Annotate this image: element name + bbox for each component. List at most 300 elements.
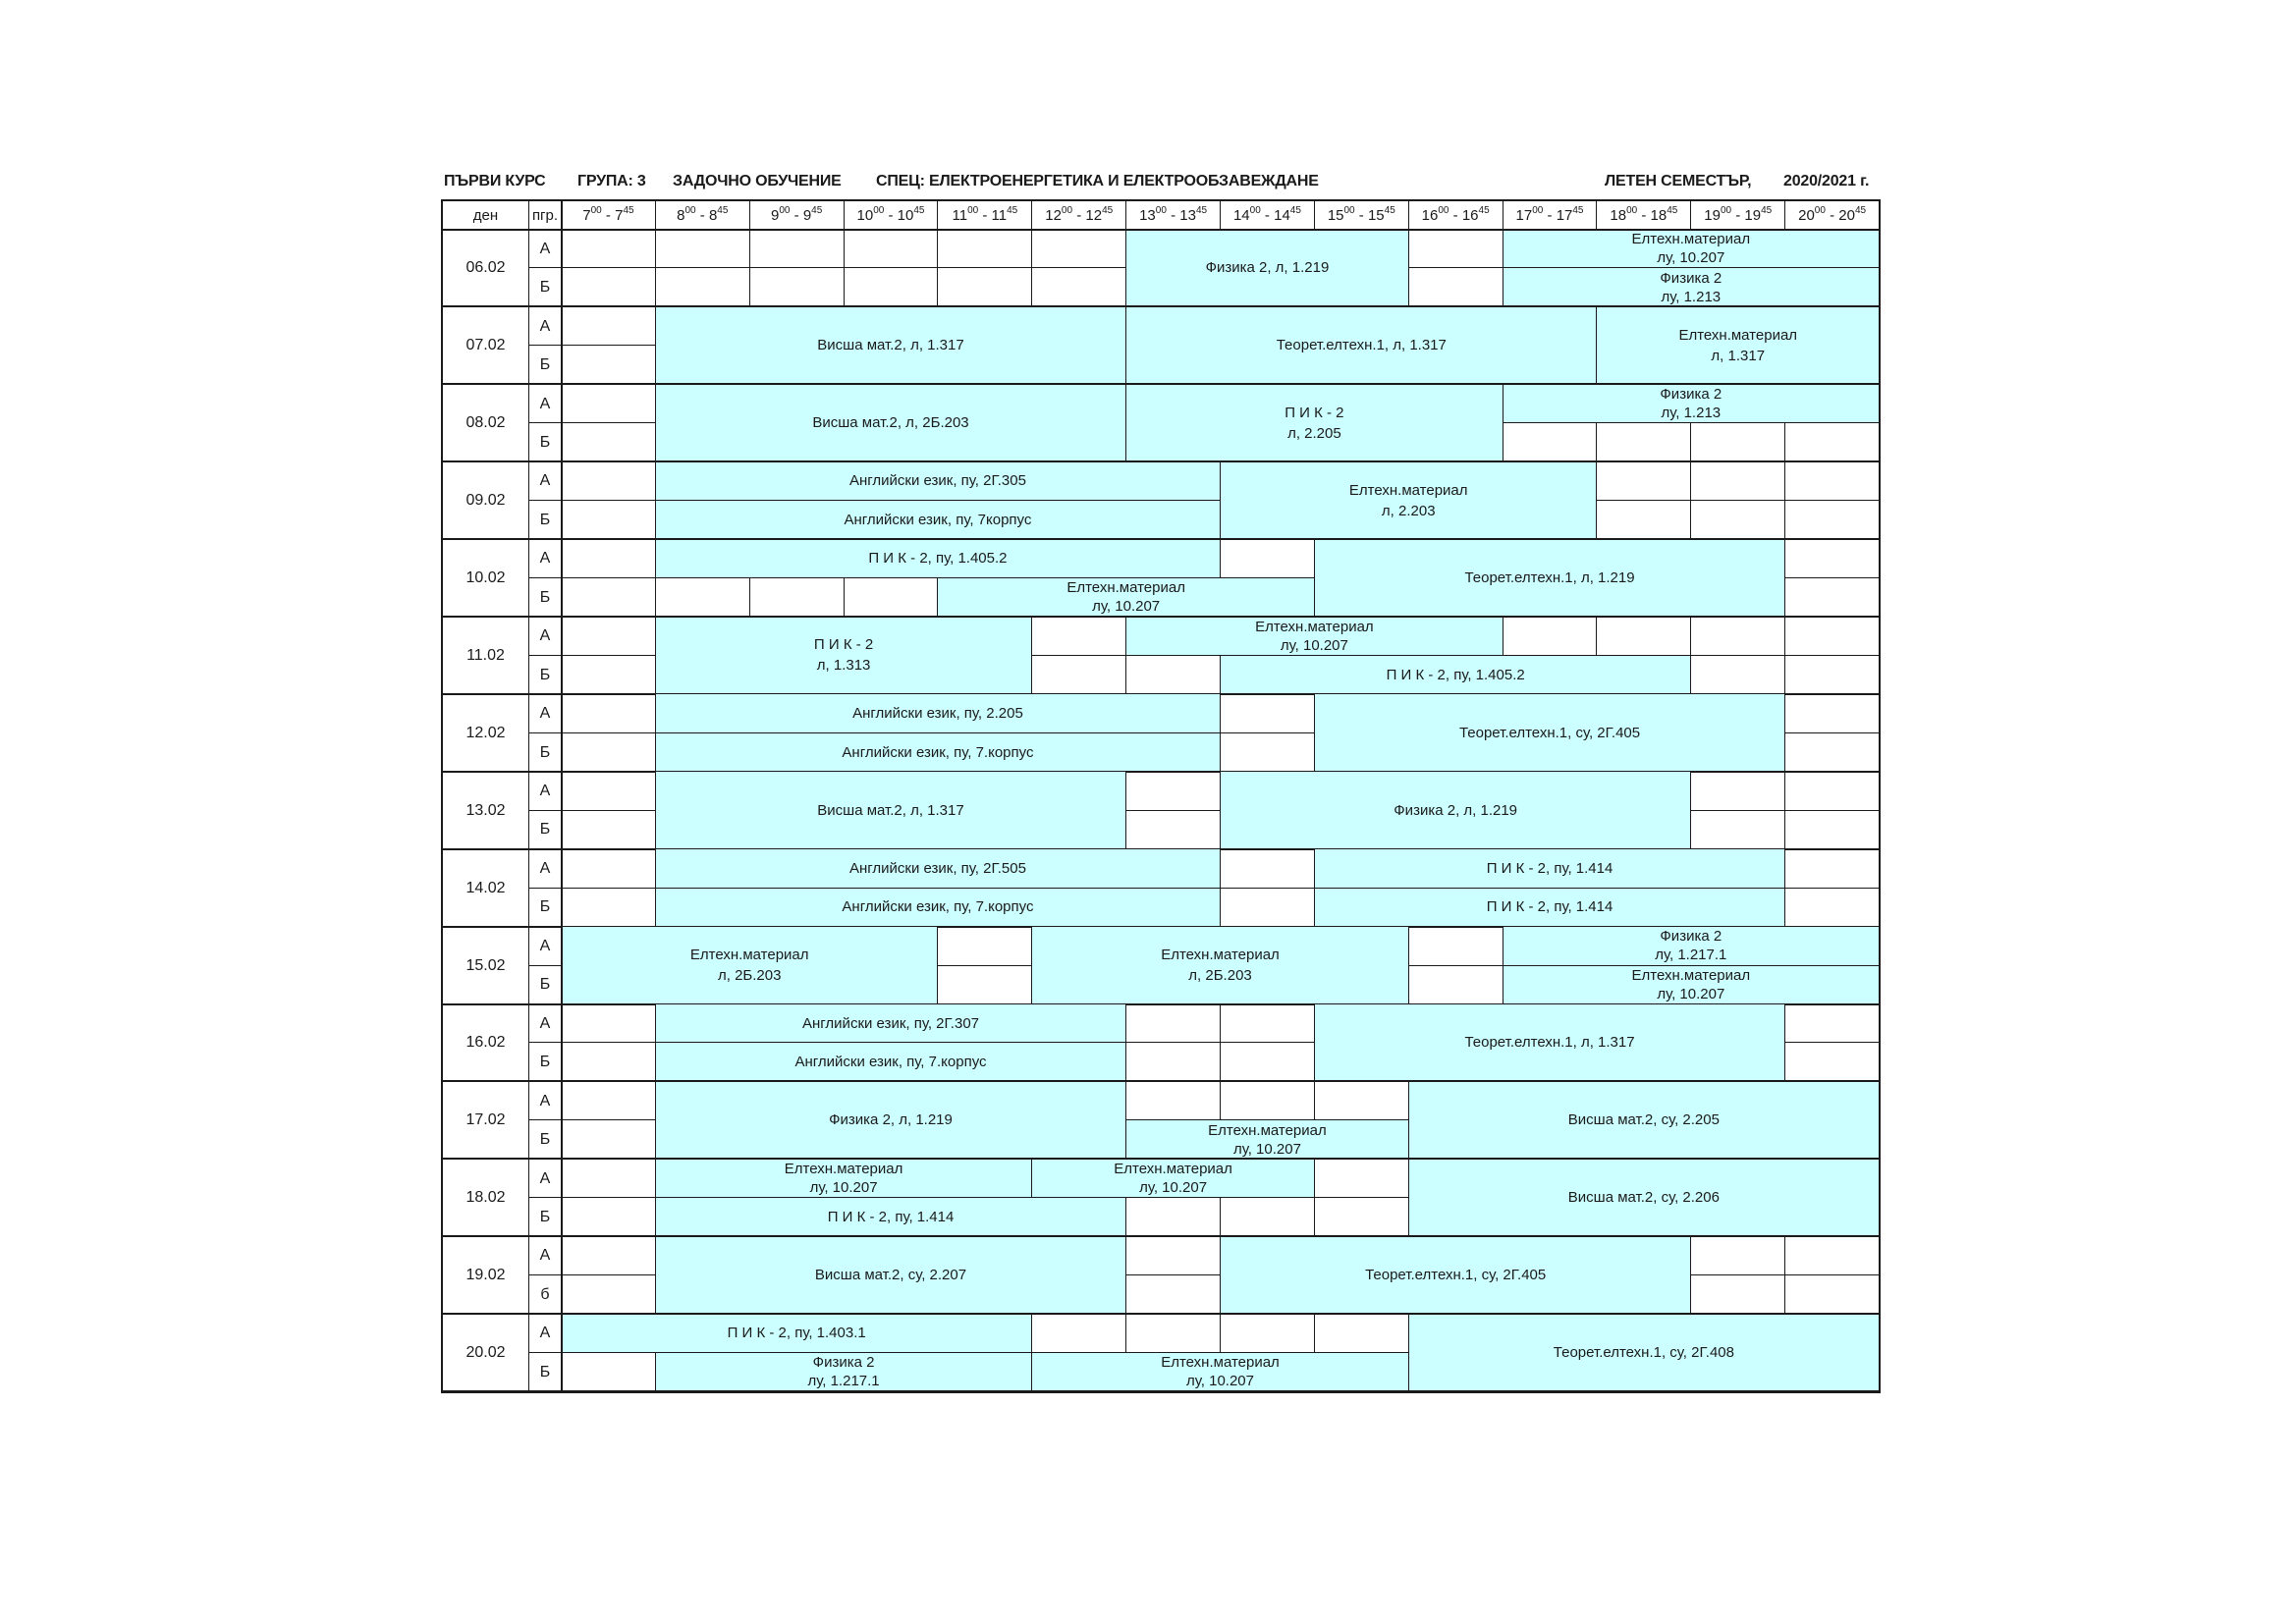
empty-slot <box>1031 655 1126 694</box>
empty-slot <box>561 1081 656 1120</box>
subgroup-label: Б <box>539 666 551 683</box>
session-text: Теорет.елтехн.1, су, 2Г.405 <box>1365 1267 1547 1284</box>
session-text: Елтехн.материал <box>1161 1354 1280 1372</box>
subgroup-label: А <box>539 937 551 954</box>
empty-slot <box>1690 1274 1785 1314</box>
session-text: лу, 10.207 <box>1092 598 1161 616</box>
subgroup-cell <box>528 810 562 849</box>
session-text: Висша мат.2, л, 1.317 <box>817 337 964 354</box>
session-block <box>1314 848 1785 888</box>
subgroup-cell <box>528 926 562 965</box>
empty-slot <box>561 693 656 732</box>
subgroup-cell <box>528 267 562 306</box>
session-text: П И К - 2, пу, 1.414 <box>1486 898 1613 916</box>
empty-slot <box>1784 693 1880 732</box>
empty-slot <box>1784 539 1880 578</box>
session-text: лу, 10.207 <box>1657 249 1725 267</box>
subgroup-label: А <box>539 1169 551 1187</box>
session-text: Елтехн.материал <box>1161 947 1280 964</box>
empty-slot <box>655 229 750 268</box>
time-slot-header <box>1503 200 1598 230</box>
empty-slot <box>655 577 750 617</box>
session-text: Английски език, пу, 7.корпус <box>794 1054 987 1071</box>
empty-slot <box>1220 1003 1315 1043</box>
time-slot-header <box>1125 200 1221 230</box>
subgroup-cell <box>528 617 562 656</box>
subgroup-label: А <box>539 1014 551 1032</box>
time-slot-label: $13^{00} - 13^{45}$ <box>1139 204 1208 224</box>
session-text: лу, 10.207 <box>809 1179 878 1197</box>
time-m2: 45 <box>1289 204 1301 216</box>
session-text: Физика 2, л, 1.219 <box>1205 259 1330 277</box>
empty-slot <box>1125 810 1221 849</box>
empty-slot <box>1314 1081 1409 1120</box>
empty-slot <box>1596 461 1691 501</box>
session-text: лу, 10.207 <box>1280 636 1348 654</box>
time-slot-label: $14^{00} - 14^{45}$ <box>1232 204 1301 224</box>
session-text: Елтехн.материал <box>1631 231 1751 248</box>
session-text: Висша мат.2, су, 2.206 <box>1567 1189 1720 1207</box>
time-slot-label: $7^{00} - 7^{45}$ <box>582 204 634 224</box>
session-block <box>655 1197 1126 1236</box>
session-block <box>1220 655 1691 694</box>
time-h1: 18 <box>1610 206 1627 224</box>
session-text: Английски език, пу, 2.205 <box>852 705 1023 723</box>
session-block <box>937 577 1314 617</box>
empty-slot <box>1408 267 1503 306</box>
subgroup-label: А <box>539 240 551 257</box>
session-block <box>1125 306 1597 385</box>
day-date: 17.02 <box>465 1111 506 1129</box>
empty-slot <box>1220 848 1315 888</box>
time-h1: 10 <box>856 206 874 224</box>
subgroup-label: Б <box>539 1363 551 1380</box>
session-text: Елтехн.материал <box>1114 1161 1232 1178</box>
time-m1: 00 <box>779 204 791 216</box>
subgroup-cell <box>528 1119 562 1159</box>
time-h2: 10 <box>897 206 914 224</box>
empty-slot <box>561 422 656 461</box>
session-block <box>1503 384 1880 423</box>
session-block <box>655 384 1126 462</box>
semester-label: ЛЕТЕН СЕМЕСТЪР, <box>1605 173 1752 189</box>
empty-slot <box>561 461 656 501</box>
session-text: Елтехн.материал <box>1348 481 1468 499</box>
session-text: Елтехн.материал <box>1066 579 1185 597</box>
time-h1: 13 <box>1139 206 1156 224</box>
session-text: Английски език, пу, 7корпус <box>844 511 1032 528</box>
empty-slot <box>844 577 939 617</box>
empty-slot <box>1784 810 1880 849</box>
empty-slot <box>1031 267 1126 306</box>
empty-slot <box>844 229 939 268</box>
empty-slot <box>1408 229 1503 268</box>
session-block <box>1314 693 1785 772</box>
time-h1: 16 <box>1421 206 1439 224</box>
time-slot-label: $18^{00} - 18^{45}$ <box>1610 204 1678 224</box>
session-text: Висша мат.2, су, 2.207 <box>814 1267 967 1284</box>
empty-slot <box>937 267 1032 306</box>
time-m1: 00 <box>1155 204 1167 216</box>
subgroup-label: А <box>539 627 551 645</box>
empty-slot <box>561 1274 656 1314</box>
subgroup-label: А <box>539 1247 551 1265</box>
empty-slot <box>561 810 656 849</box>
specialty-label: СПЕЦ: ЕЛЕКТРОЕНЕРГЕТИКА И ЕЛЕКТРООБЗАВЕЖДАНЕ <box>876 173 1319 189</box>
day-date: 06.02 <box>465 259 506 277</box>
time-h1: 7 <box>582 206 591 224</box>
time-slot-header <box>655 200 750 230</box>
time-m1: 00 <box>684 204 696 216</box>
session-text: Теорет.елтехн.1, л, 1.317 <box>1276 337 1447 354</box>
session-text: Теорет.елтехн.1, су, 2Г.408 <box>1553 1344 1734 1362</box>
empty-slot <box>1596 500 1691 539</box>
day-date: 08.02 <box>465 414 506 432</box>
time-h2: 18 <box>1650 206 1667 224</box>
time-m1: 00 <box>1249 204 1261 216</box>
session-block <box>655 1081 1126 1160</box>
empty-slot <box>561 617 656 656</box>
session-text: Теорет.елтехн.1, л, 1.219 <box>1464 569 1635 587</box>
time-h2: 13 <box>1179 206 1196 224</box>
time-h2: 9 <box>802 206 812 224</box>
empty-slot <box>1690 422 1785 461</box>
column-header-day-label: ден <box>472 206 499 224</box>
empty-slot <box>561 267 656 306</box>
time-h1: 17 <box>1515 206 1533 224</box>
empty-slot <box>1596 422 1691 461</box>
day-date-cell <box>442 461 529 540</box>
day-date-cell <box>442 617 529 695</box>
subgroup-label: Б <box>539 279 551 297</box>
empty-slot <box>561 384 656 423</box>
time-slot-header <box>1596 200 1691 230</box>
session-block <box>655 848 1221 888</box>
empty-slot <box>561 732 656 772</box>
session-text: П И К - 2 <box>813 636 874 654</box>
empty-slot <box>1125 1274 1221 1314</box>
empty-slot <box>844 267 939 306</box>
session-block <box>1125 229 1409 307</box>
time-h1: 20 <box>1798 206 1815 224</box>
time-h2: 19 <box>1744 206 1762 224</box>
time-m2: 45 <box>1667 204 1678 216</box>
empty-slot <box>561 888 656 927</box>
day-date: 20.02 <box>465 1344 506 1362</box>
session-text: П И К - 2, пу, 1.405.2 <box>868 550 1008 568</box>
subgroup-cell <box>528 1197 562 1236</box>
subgroup-cell <box>528 888 562 927</box>
time-slot-label: $12^{00} - 12^{45}$ <box>1045 204 1114 224</box>
time-m2: 45 <box>1761 204 1773 216</box>
column-header-day <box>442 200 529 230</box>
time-m1: 00 <box>1438 204 1449 216</box>
time-h1: 14 <box>1232 206 1250 224</box>
time-m2: 45 <box>1384 204 1395 216</box>
subgroup-label: Б <box>539 976 551 994</box>
time-m1: 00 <box>1720 204 1732 216</box>
time-h1: 15 <box>1327 206 1344 224</box>
empty-slot <box>1690 655 1785 694</box>
session-block <box>655 1236 1126 1315</box>
session-text: Висша мат.2, л, 2Б.203 <box>812 414 969 432</box>
session-block <box>1031 1159 1315 1198</box>
time-slot-header <box>1314 200 1409 230</box>
session-text: лу, 10.207 <box>1232 1140 1301 1158</box>
session-block <box>655 888 1221 927</box>
day-date: 14.02 <box>465 879 506 896</box>
session-block <box>1408 1081 1880 1160</box>
subgroup-label: А <box>539 783 551 800</box>
session-text: Теорет.елтехн.1, л, 1.317 <box>1464 1034 1635 1052</box>
session-block <box>655 693 1221 732</box>
session-text: П И К - 2, пу, 1.414 <box>827 1208 955 1225</box>
day-date-cell <box>442 1159 529 1237</box>
session-text: Физика 2, л, 1.219 <box>829 1111 953 1129</box>
session-text: лу, 1.213 <box>1661 288 1722 305</box>
session-block <box>1125 617 1503 656</box>
session-text: Английски език, пу, 2Г.307 <box>802 1014 979 1032</box>
time-slot-header <box>844 200 939 230</box>
session-text: л, 2.205 <box>1287 424 1341 442</box>
session-text: Висша мат.2, су, 2.205 <box>1567 1111 1720 1129</box>
time-m2: 45 <box>1007 204 1018 216</box>
empty-slot <box>561 655 656 694</box>
empty-slot <box>1690 771 1785 810</box>
subgroup-label: Б <box>539 821 551 839</box>
empty-slot <box>1125 1003 1221 1043</box>
session-block <box>1503 965 1880 1004</box>
subgroup-cell <box>528 539 562 578</box>
empty-slot <box>561 229 656 268</box>
empty-slot <box>1220 1042 1315 1081</box>
empty-slot <box>1220 1197 1315 1236</box>
empty-slot <box>749 229 845 268</box>
time-h2: 20 <box>1838 206 1855 224</box>
time-m2: 45 <box>1195 204 1208 216</box>
session-text: лу, 1.217.1 <box>1655 947 1727 964</box>
session-block <box>1220 1236 1691 1315</box>
subgroup-label: Б <box>539 1208 551 1225</box>
empty-slot <box>1125 771 1221 810</box>
empty-slot <box>1125 1042 1221 1081</box>
session-block <box>1314 888 1785 927</box>
session-text: л, 1.317 <box>1711 347 1766 364</box>
subgroup-cell <box>528 655 562 694</box>
empty-slot <box>749 577 845 617</box>
academic-year-label: 2020/2021 г. <box>1783 173 1870 189</box>
session-block <box>561 926 938 1004</box>
empty-slot <box>655 267 750 306</box>
session-text: Физика 2 <box>1660 928 1722 946</box>
column-header-subgroup-label: пгр. <box>531 206 559 224</box>
time-h2: 15 <box>1367 206 1385 224</box>
course-label: ПЪРВИ КУРС <box>444 173 546 189</box>
empty-slot <box>1690 500 1785 539</box>
subgroup-cell <box>528 500 562 539</box>
day-date-cell <box>442 848 529 927</box>
time-h1: 9 <box>771 206 780 224</box>
time-m1: 00 <box>873 204 885 216</box>
session-block <box>561 1314 1032 1353</box>
time-m2: 45 <box>913 204 925 216</box>
session-text: л, 2.203 <box>1381 502 1436 519</box>
session-block <box>1031 1352 1408 1391</box>
empty-slot <box>1784 500 1880 539</box>
time-h2: 16 <box>1461 206 1479 224</box>
empty-slot <box>1125 655 1221 694</box>
time-m2: 45 <box>717 204 729 216</box>
session-block <box>1031 926 1408 1004</box>
session-text: Английски език, пу, 2Г.505 <box>848 859 1026 877</box>
session-block <box>655 1159 1032 1198</box>
day-date: 13.02 <box>465 801 506 819</box>
time-h2: 11 <box>991 206 1008 224</box>
empty-slot <box>1031 229 1126 268</box>
time-slot-label: $16^{00} - 16^{45}$ <box>1421 204 1490 224</box>
session-block <box>655 1003 1126 1043</box>
session-text: Елтехн.материал <box>1631 966 1751 984</box>
session-block <box>655 461 1221 501</box>
subgroup-label: А <box>539 705 551 723</box>
time-h2: 14 <box>1274 206 1290 224</box>
time-slot-header <box>1690 200 1785 230</box>
empty-slot <box>1408 965 1503 1004</box>
subgroup-cell <box>528 1159 562 1198</box>
empty-slot <box>937 229 1032 268</box>
time-slot-header <box>1220 200 1315 230</box>
subgroup-label: б <box>540 1285 550 1303</box>
day-date-cell <box>442 384 529 462</box>
time-slot-label: $17^{00} - 17^{45}$ <box>1515 204 1584 224</box>
session-block <box>1408 1314 1880 1392</box>
session-block <box>655 771 1126 849</box>
day-date-cell <box>442 1081 529 1160</box>
empty-slot <box>1784 1274 1880 1314</box>
empty-slot <box>1220 1314 1315 1353</box>
time-slot-header <box>1784 200 1880 230</box>
session-block <box>1503 926 1880 965</box>
time-h1: 8 <box>677 206 685 224</box>
empty-slot <box>561 848 656 888</box>
subgroup-cell <box>528 1314 562 1353</box>
empty-slot <box>749 267 845 306</box>
day-date-cell <box>442 771 529 849</box>
session-block <box>655 1352 1032 1391</box>
empty-slot <box>1503 422 1598 461</box>
empty-slot <box>1503 617 1598 656</box>
time-m2: 45 <box>811 204 823 216</box>
empty-slot <box>561 1042 656 1081</box>
session-block <box>1503 229 1880 268</box>
time-slot-header <box>1031 200 1126 230</box>
time-m1: 00 <box>1343 204 1355 216</box>
time-slot-label: $15^{00} - 15^{45}$ <box>1327 204 1395 224</box>
empty-slot <box>1031 617 1126 656</box>
time-slot-header <box>1408 200 1503 230</box>
subgroup-cell <box>528 345 562 384</box>
empty-slot <box>561 771 656 810</box>
session-text: Физика 2, л, 1.219 <box>1394 801 1518 819</box>
empty-slot <box>561 1352 656 1391</box>
subgroup-label: А <box>539 395 551 412</box>
session-block <box>1220 461 1597 540</box>
empty-slot <box>561 500 656 539</box>
empty-slot <box>1125 1236 1221 1275</box>
subgroup-label: А <box>539 472 551 490</box>
day-date: 11.02 <box>466 646 505 664</box>
time-h2: 8 <box>708 206 718 224</box>
study-mode-label: ЗАДОЧНО ОБУЧЕНИЕ <box>673 173 842 189</box>
empty-slot <box>1784 461 1880 501</box>
day-date: 07.02 <box>465 337 506 354</box>
day-date-cell <box>442 1003 529 1082</box>
empty-slot <box>1125 1081 1221 1120</box>
session-block <box>1596 306 1880 385</box>
time-h1: 12 <box>1045 206 1062 224</box>
time-slot-label: $11^{00} - 11^{45}$ <box>952 204 1018 224</box>
empty-slot <box>561 539 656 578</box>
subgroup-label: Б <box>539 1054 551 1071</box>
empty-slot <box>1220 693 1315 732</box>
time-h1: 19 <box>1704 206 1721 224</box>
day-date: 09.02 <box>465 492 506 510</box>
time-m1: 00 <box>1626 204 1638 216</box>
subgroup-cell <box>528 965 562 1004</box>
empty-slot <box>561 1003 656 1043</box>
session-text: Елтехн.материал <box>1678 326 1798 344</box>
empty-slot <box>1784 617 1880 656</box>
time-h1: 11 <box>952 206 968 224</box>
session-block <box>1503 267 1880 306</box>
time-slot-header <box>749 200 845 230</box>
session-text: Елтехн.материал <box>1208 1121 1327 1139</box>
session-text: П И К - 2, пу, 1.414 <box>1486 859 1613 877</box>
time-m2: 45 <box>1572 204 1584 216</box>
empty-slot <box>1784 848 1880 888</box>
day-date-cell <box>442 1236 529 1315</box>
time-m1: 00 <box>1532 204 1544 216</box>
subgroup-label: Б <box>539 588 551 606</box>
empty-slot <box>1314 1159 1409 1198</box>
empty-slot <box>561 306 656 346</box>
time-m2: 45 <box>1478 204 1490 216</box>
day-date: 19.02 <box>465 1267 506 1284</box>
day-date: 16.02 <box>465 1034 506 1052</box>
empty-slot <box>1690 461 1785 501</box>
time-slot-label: $19^{00} - 19^{45}$ <box>1704 204 1773 224</box>
session-block <box>1314 539 1785 618</box>
empty-slot <box>561 577 656 617</box>
subgroup-cell <box>528 693 562 732</box>
empty-slot <box>1690 617 1785 656</box>
time-m1: 00 <box>967 204 979 216</box>
day-date: 12.02 <box>465 724 506 741</box>
session-text: Физика 2 <box>1660 386 1722 404</box>
subgroup-cell <box>528 732 562 772</box>
subgroup-cell <box>528 306 562 346</box>
subgroup-label: Б <box>539 898 551 916</box>
session-text: лу, 10.207 <box>1186 1373 1254 1390</box>
empty-slot <box>1784 422 1880 461</box>
empty-slot <box>937 926 1032 965</box>
empty-slot <box>1220 732 1315 772</box>
empty-slot <box>1690 810 1785 849</box>
subgroup-cell <box>528 1003 562 1043</box>
day-date: 15.02 <box>465 956 506 974</box>
subgroup-cell <box>528 1274 562 1314</box>
session-text: Английски език, пу, 2Г.305 <box>848 472 1026 490</box>
